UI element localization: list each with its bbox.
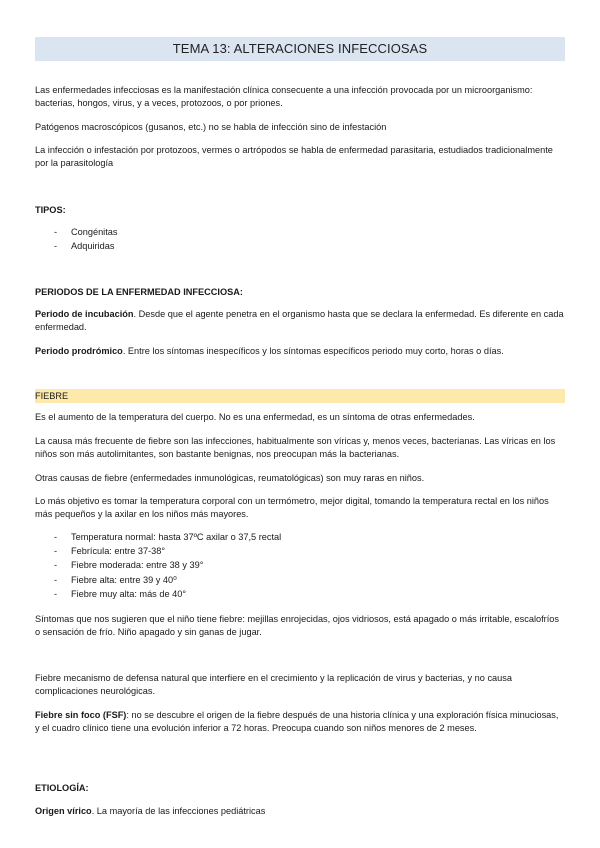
list-item: - Congénitas (54, 227, 118, 237)
fiebre-paragraph-2: La causa más frecuente de fiebre son las infecciones, habitualmente son víricas y, menos veces, bacterianas. Las víricas en los niños son más autolimitantes, son bastante benignas, nos preocupan más la bacterianas. (35, 436, 556, 460)
periodo-prodromico-label: Periodo prodrómico (35, 346, 123, 356)
intro-paragraph-2: Patógenos macroscópicos (gusanos, etc.) no se habla de infección sino de infestación (35, 122, 387, 132)
list-item: - Adquiridas (54, 241, 115, 252)
fiebre-heading: FIEBRE (35, 389, 565, 403)
fiebre-sin-foco: Fiebre sin foco (FSF): no se descubre el origen de la fiebre después de una historia clínica y una exploración física minuciosas, y el cuadro clínico tiene una evolución inferior a 72 horas. Preocupa cuando son niños menores de 2 meses. (35, 710, 559, 734)
document-title: TEMA 13: ALTERACIONES INFECCIOSAS (35, 37, 565, 61)
periodos-heading: PERIODOS DE LA ENFERMEDAD INFECCIOSA: (35, 287, 243, 297)
periodo-incubacion: Periodo de incubación. Desde que el agente penetra en el organismo hasta que se declara la enfermedad. Es diferente en cada enfermedad. (35, 309, 564, 333)
intro-paragraph-1: Las enfermedades infecciosas es la manifestación clínica consecuente a una infección provocada por un microorganismo: bacterias, hongos, virus, y a veces, protozoos, o por priones. (35, 85, 533, 109)
list-item: - Temperatura normal: hasta 37ºC axilar o 37,5 rectal (54, 532, 282, 542)
list-item: - Fiebre alta: entre 39 y 40⁰ (54, 574, 177, 585)
intro-paragraph-3: La infección o infestación por protozoos, vermes o artrópodos se habla de enfermedad parasitaria, estudiados tradicionalmente por la parasitología (35, 145, 553, 169)
fiebre-paragraph-3: Otras causas de fiebre (enfermedades inmunológicas, reumatológicas) son muy raras en niños. (35, 473, 425, 483)
tipos-heading: TIPOS: (35, 205, 66, 215)
periodo-incubacion-label: Periodo de incubación (35, 309, 134, 319)
etiologia-heading: ETIOLOGÍA: (35, 783, 89, 793)
origen-virico-label: Origen vírico (35, 806, 92, 816)
etiologia-origen: Origen vírico. La mayoría de las infecciones pediátricas (35, 806, 266, 816)
fiebre-sin-foco-label: Fiebre sin foco (FSF) (35, 710, 127, 720)
fiebre-paragraph-6: Fiebre mecanismo de defensa natural que interfiere en el crecimiento y la replicación de virus y bacterias, y no causa complicaciones neurológicas. (35, 673, 512, 697)
list-item: - Febrícula: entre 37-38° (54, 546, 166, 557)
list-item: - Fiebre moderada: entre 38 y 39° (54, 560, 204, 571)
tipos-list (35, 226, 565, 254)
fiebre-paragraph-4: Lo más objetivo es tomar la temperatura corporal con un termómetro, mejor digital, tomando la temperatura rectal en los niños más pequeños y la axilar en los niños más mayores. (35, 496, 549, 520)
fiebre-paragraph-5: Síntomas que nos sugieren que el niño tiene fiebre: mejillas enrojecidas, ojos vidriosos, está apagado o más irritable, escalofríos o sensación de frío. Niño apagado y sin ganas de jugar. (35, 614, 559, 638)
fiebre-paragraph-1: Es el aumento de la temperatura del cuerpo. No es una enfermedad, es un síntoma de otras enfermedades. (35, 412, 475, 422)
fiebre-temperature-list (35, 531, 565, 602)
list-item: - Fiebre muy alta: más de 40° (54, 588, 186, 599)
periodo-prodromico: Periodo prodrómico. Entre los síntomas inespecíficos y los síntomas específicos periodo muy corto, horas o días. (35, 346, 504, 356)
